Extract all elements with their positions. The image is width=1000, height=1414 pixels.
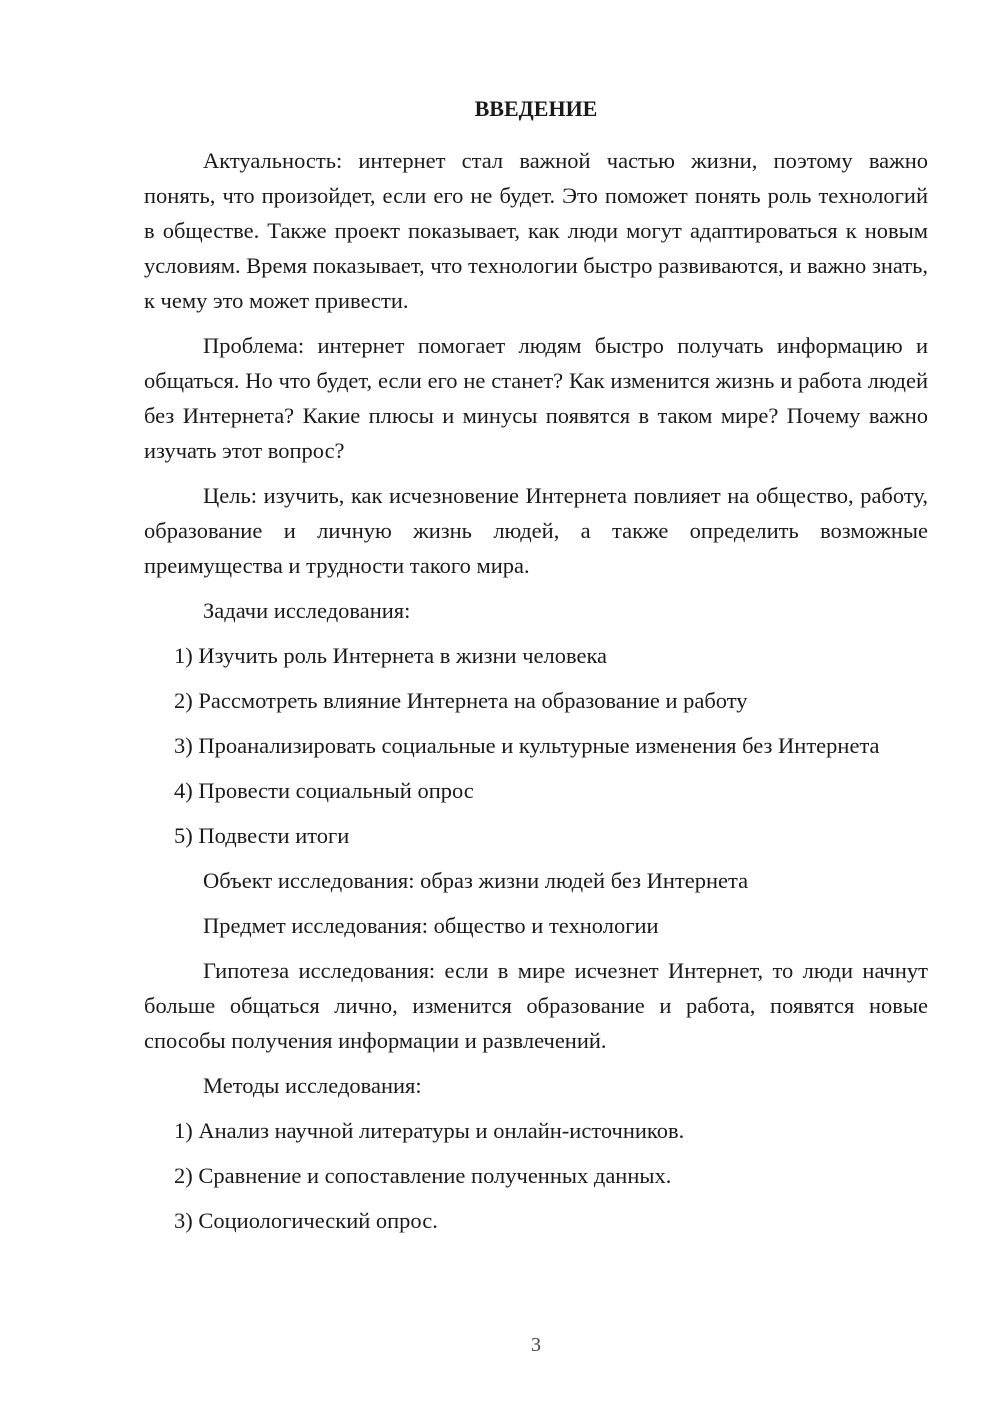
task-item: 2) Рассмотреть влияние Интернета на образование и работу <box>174 688 748 713</box>
task-item: 3) Проанализировать социальные и культурные изменения без Интернета <box>174 733 880 758</box>
methods-heading: Методы исследования: <box>203 1073 422 1098</box>
relevance-paragraph: Актуальность: интернет стал важной частью жизни, поэтому важно понять, что произойдет, если его не будет. Это поможет понять роль технологий в обществе. Также проект показывает, как люди могут адаптироваться к новым условиям. Время показывает, что технологии быстро развиваются, и важно знать, к чему это может привести. <box>144 148 928 313</box>
task-item: 5) Подвести итоги <box>174 823 350 848</box>
method-item: 2) Сравнение и сопоставление полученных данных. <box>174 1163 672 1188</box>
method-item: 3) Социологический опрос. <box>174 1208 438 1233</box>
subject-paragraph: Предмет исследования: общество и технологии <box>203 913 659 938</box>
section-title: ВВЕДЕНИЕ <box>474 96 598 121</box>
hypothesis-paragraph: Гипотеза исследования: если в мире исчезнет Интернет, то люди начнут больше общаться лично, изменится образование и работа, появятся новые способы получения информации и развлечений. <box>144 958 928 1053</box>
page-number: 3 <box>531 1334 541 1356</box>
task-item: 1) Изучить роль Интернета в жизни человека <box>174 643 608 668</box>
task-item: 4) Провести социальный опрос <box>174 778 474 803</box>
tasks-heading: Задачи исследования: <box>203 598 411 623</box>
object-paragraph: Объект исследования: образ жизни людей без Интернета <box>203 868 749 893</box>
method-item: 1) Анализ научной литературы и онлайн-источников. <box>174 1118 685 1143</box>
document-body <box>144 143 928 1248</box>
problem-paragraph: Проблема: интернет помогает людям быстро получать информацию и общаться. Но что будет, если его не станет? Как изменится жизнь и работа людей без Интернета? Какие плюсы и минусы появятся в таком мире? Почему важно изучать этот вопрос? <box>144 333 928 463</box>
goal-paragraph: Цель: изучить, как исчезновение Интернета повлияет на общество, работу, образование и личную жизнь людей, а также определить возможные преимущества и трудности такого мира. <box>144 483 928 578</box>
